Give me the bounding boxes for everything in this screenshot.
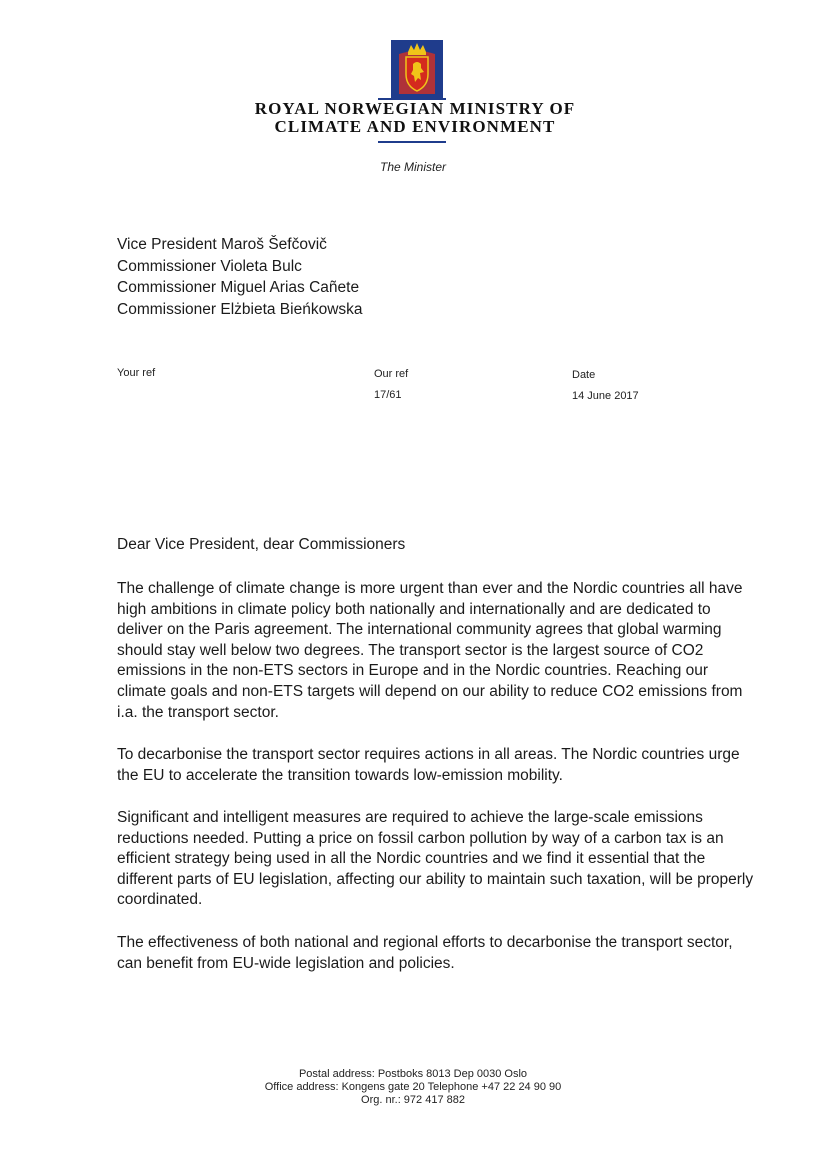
royal-coat-of-arms-icon [391, 40, 443, 98]
text-line: reductions needed. Putting a price on fossil carbon pollution by way of a carbon tax is an [117, 829, 724, 847]
footer-office-address: Office address: Kongens gate 20 Telephone +47 22 24 90 90 [264, 1081, 562, 1093]
text-line: the EU to accelerate the transition towards low-emission mobility. [117, 766, 563, 784]
body-paragraph-1 [117, 579, 757, 723]
ministry-name [200, 100, 630, 136]
recipient-line: Commissioner Miguel Arias Cañete [117, 279, 360, 296]
text-line: efficient strategy being used in all the Nordic countries and we find it essential that the [117, 850, 706, 868]
recipient-line: Vice President Maroš Šefčovič [117, 236, 327, 253]
text-line: can benefit from EU-wide legislation and policies. [117, 954, 455, 972]
text-line: The challenge of climate change is more urgent than ever and the Nordic countries all have [117, 580, 743, 597]
text-line: coordinated. [117, 891, 203, 909]
footer-postal-address: Postal address: Postboks 8013 Dep 0030 Oslo [298, 1068, 528, 1080]
date-value: 14 June 2017 [572, 390, 639, 402]
text-line: deliver on the Paris agreement. The international community agrees that global warming [117, 621, 722, 639]
text-line: To decarbonise the transport sector requires actions in all areas. The Nordic countries urge [117, 746, 740, 763]
text-line: different parts of EU legislation, affecting our ability to maintain such taxation, will be properly [117, 870, 754, 888]
our-ref-value: 17/61 [374, 389, 402, 401]
ministry-name-line-2: CLIMATE AND ENVIRONMENT [274, 117, 556, 136]
salutation: Dear Vice President, dear Commissioners [117, 536, 406, 553]
recipient-list [117, 234, 363, 320]
footer-address-block [213, 1068, 613, 1107]
date-label: Date [572, 369, 596, 381]
letterhead-rule-bottom [378, 141, 446, 143]
text-line: emissions in the non-ETS sectors in Europe and in the Nordic countries. Reaching our [117, 662, 709, 680]
ministry-name-line-1: ROYAL NORWEGIAN MINISTRY OF [254, 99, 576, 118]
our-ref-label: Our ref [374, 368, 409, 380]
body-paragraph-4 [117, 933, 757, 974]
recipient-line: Commissioner Violeta Bulc [117, 257, 302, 275]
body-paragraph-3 [117, 808, 757, 911]
your-ref-label: Your ref [117, 367, 156, 379]
text-line: should stay well below two degrees. The transport sector is the largest source of CO2 [117, 641, 704, 659]
text-line: Significant and intelligent measures are required to achieve the large-scale emissions [117, 809, 703, 826]
recipient-line: Commissioner Elżbieta Bieńkowska [117, 300, 363, 318]
text-line: i.a. the transport sector. [117, 703, 279, 721]
footer-org-number: Org. nr.: 972 417 882 [361, 1094, 465, 1106]
text-line: high ambitions in climate policy both nationally and internationally and are dedicated to [117, 600, 711, 618]
text-line: The effectiveness of both national and regional efforts to decarbonise the transport sector, [117, 934, 733, 951]
minister-title: The Minister [379, 160, 447, 174]
body-paragraph-2 [117, 745, 757, 786]
text-line: climate goals and non-ETS targets will depend on our ability to reduce CO2 emissions from [117, 682, 743, 700]
